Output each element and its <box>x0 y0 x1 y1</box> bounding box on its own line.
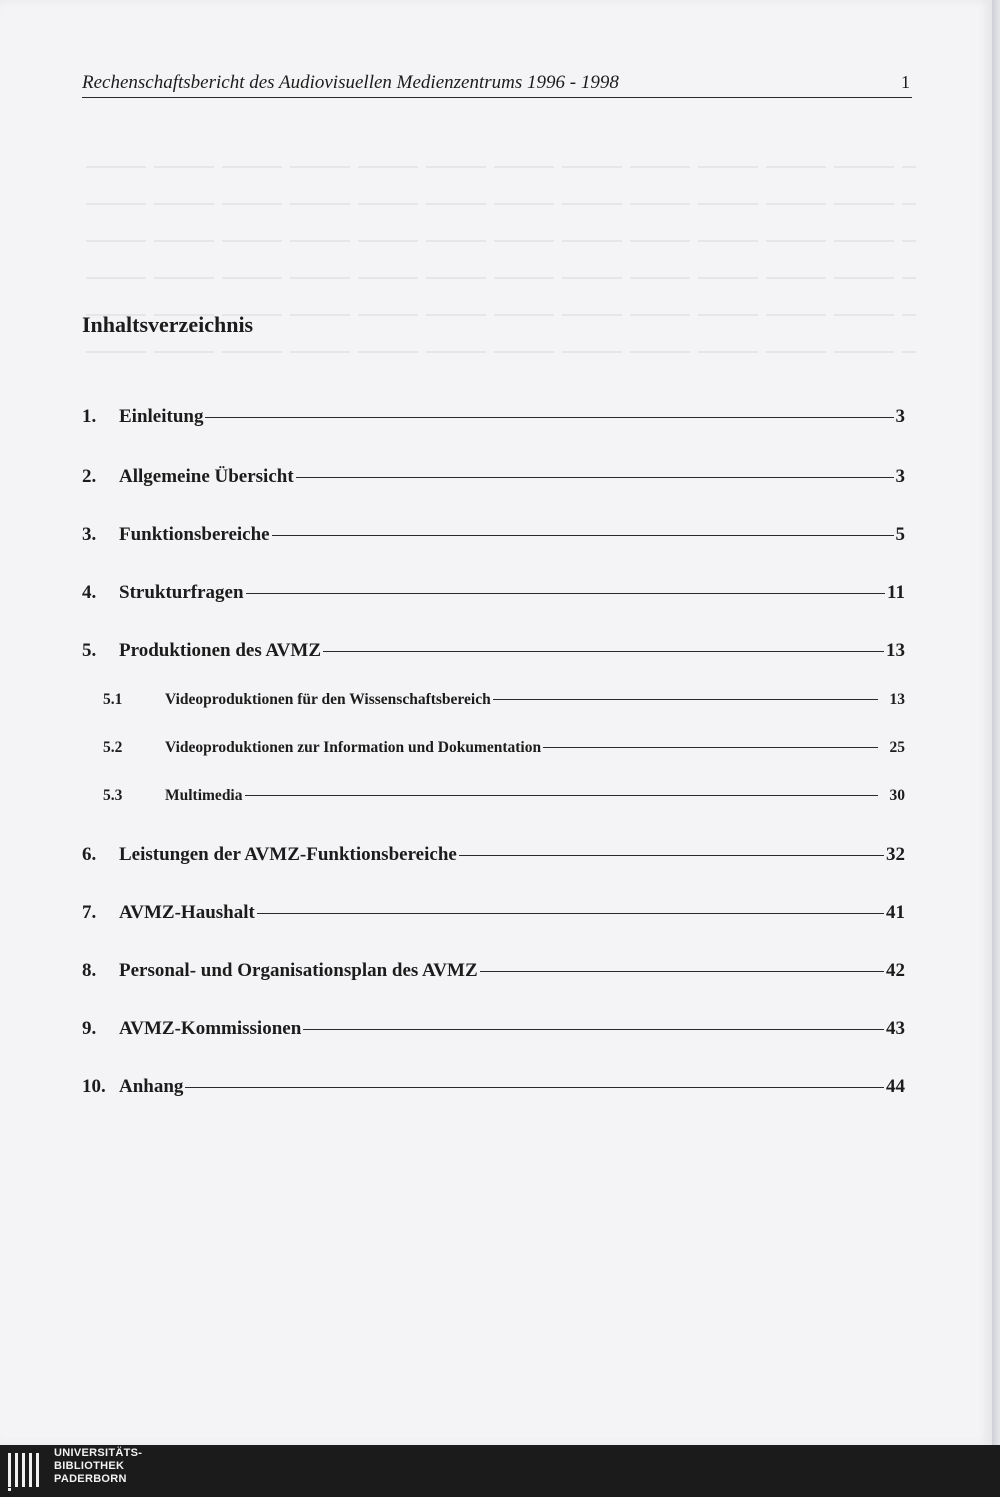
toc-entry-page: 11 <box>887 582 905 603</box>
toc-leader-line <box>205 417 893 418</box>
toc-leader-line <box>543 747 877 748</box>
toc-leader-line <box>257 913 884 914</box>
toc-entry-number: 5.1 <box>103 691 123 708</box>
toc-entry-page: 43 <box>886 1018 905 1039</box>
toc-entry-number: 5.2 <box>103 739 123 756</box>
toc-entry-page: 41 <box>886 902 905 923</box>
toc-subentry[interactable] <box>103 691 905 709</box>
toc-entry-page: 25 <box>889 739 905 756</box>
toc-entry-number: 1. <box>82 406 97 427</box>
toc-entry-number: 10. <box>82 1076 106 1097</box>
toc-entry-label: Leistungen der AVMZ-Funktionsbereiche <box>119 844 457 865</box>
toc-entry[interactable] <box>82 582 905 604</box>
toc-entry-label: Anhang <box>119 1076 184 1097</box>
toc-entry-number: 5.3 <box>103 787 123 804</box>
toc-entry-page: 13 <box>886 640 905 661</box>
toc-entry-number: 8. <box>82 960 97 981</box>
toc-entry-page: 42 <box>886 960 905 981</box>
toc-entry-label: AVMZ-Haushalt <box>119 902 255 923</box>
library-logo-line: PADERBORN <box>54 1473 127 1485</box>
library-logo-icon <box>6 1449 46 1493</box>
toc-entry-label: Personal- und Organisationsplan des AVMZ <box>119 960 478 981</box>
toc-entry-page: 30 <box>889 787 905 804</box>
toc-entry[interactable] <box>82 960 905 982</box>
toc-entry-number: 2. <box>82 466 97 487</box>
toc-entry-number: 5. <box>82 640 97 661</box>
toc-subentry[interactable] <box>103 739 905 757</box>
toc-entry-number: 9. <box>82 1018 97 1039</box>
page-edge <box>992 0 1000 1445</box>
toc-leader-line <box>246 593 885 594</box>
toc-entry-number: 4. <box>82 582 97 603</box>
library-footer-bar <box>0 1445 1000 1497</box>
toc-entry[interactable] <box>82 902 905 924</box>
toc-entry-number: 7. <box>82 902 97 923</box>
toc-entry[interactable] <box>82 466 905 488</box>
toc-entry[interactable] <box>82 844 905 866</box>
toc-leader-line <box>303 1029 884 1030</box>
toc-entry-label: Allgemeine Übersicht <box>119 466 294 487</box>
toc-entry-label: Multimedia <box>165 787 243 804</box>
toc-leader-line <box>296 477 894 478</box>
toc-entry[interactable] <box>82 524 905 546</box>
toc-entry-number: 3. <box>82 524 97 545</box>
library-logo-text <box>54 1447 142 1486</box>
toc-leader-line <box>272 535 894 536</box>
toc-entry[interactable] <box>82 1076 905 1098</box>
toc-entry-page: 13 <box>889 691 905 708</box>
toc-leader-line <box>480 971 884 972</box>
toc-entry-label: Videoproduktionen für den Wissenschaftsbereich <box>165 691 491 708</box>
toc-entry[interactable] <box>82 406 905 428</box>
toc-entry-page: 44 <box>886 1076 905 1097</box>
toc-entry-page: 3 <box>895 466 905 487</box>
page-number: 1 <box>901 72 910 92</box>
toc-entry-label: Funktionsbereiche <box>119 524 270 545</box>
toc-entry-label: Einleitung <box>119 406 204 427</box>
toc-leader-line <box>245 795 878 796</box>
toc-heading: Inhaltsverzeichnis <box>82 312 254 337</box>
toc-entry-label: AVMZ-Kommissionen <box>119 1018 302 1039</box>
toc-entry-number: 6. <box>82 844 97 865</box>
toc-leader-line <box>185 1087 884 1088</box>
toc-entry-page: 32 <box>886 844 905 865</box>
library-logo-line: UNIVERSITÄTS- <box>54 1447 143 1459</box>
toc-entry-label: Strukturfragen <box>119 582 244 603</box>
toc-entry-label: Produktionen des AVMZ <box>119 640 322 661</box>
library-logo-line: BIBLIOTHEK <box>54 1460 125 1472</box>
running-head <box>82 72 912 98</box>
toc-entry[interactable] <box>82 640 905 662</box>
toc-entry[interactable] <box>82 1018 905 1040</box>
toc-subentry[interactable] <box>103 787 905 805</box>
toc-leader-line <box>493 699 878 700</box>
toc-entry-page: 5 <box>895 524 905 545</box>
toc-entry-page: 3 <box>895 406 905 427</box>
running-head-title: Rechenschaftsbericht des Audiovisuellen Medienzentrums 1996 - 1998 <box>82 72 619 93</box>
toc-leader-line <box>459 855 884 856</box>
toc-entry-label: Videoproduktionen zur Information und Dokumentation <box>165 739 542 756</box>
toc-leader-line <box>323 651 884 652</box>
